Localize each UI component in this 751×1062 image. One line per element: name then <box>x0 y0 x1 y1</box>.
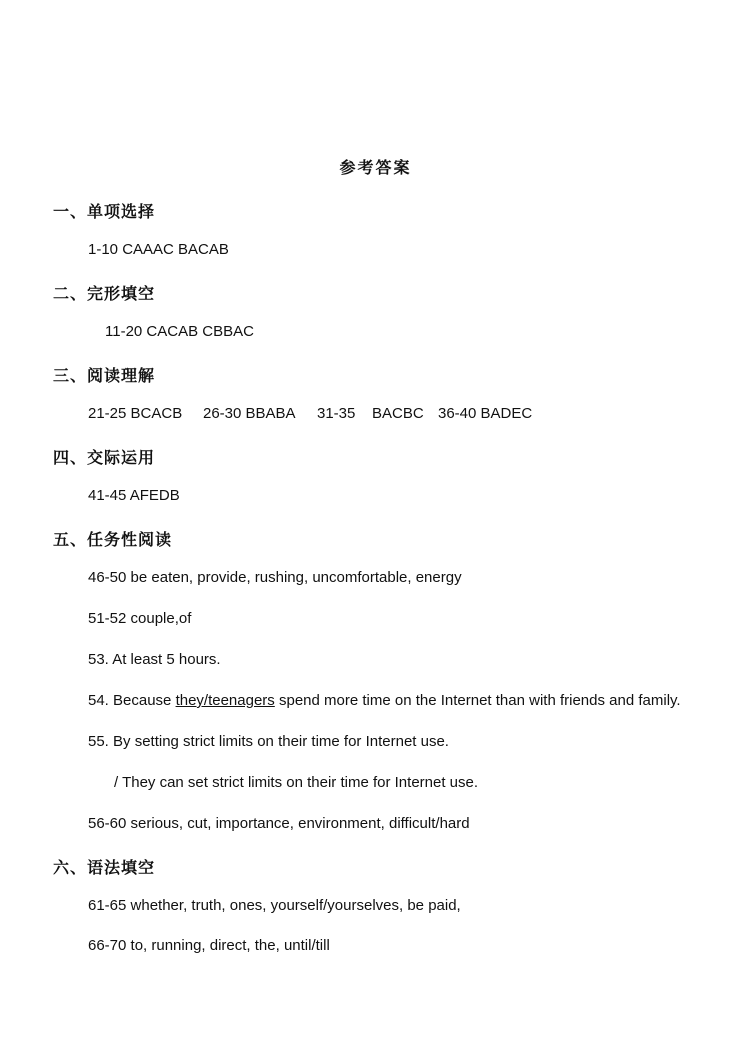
section-heading-grammar: 六、语法填空 <box>53 858 156 877</box>
answer-line-11-20: 11-20 CACAB CBBAC <box>105 323 254 340</box>
answer-54-underlined: they/teenagers <box>175 692 275 709</box>
answer-line-61-65: 61-65 whether, truth, ones, yourself/yourselves, be paid, <box>88 897 461 914</box>
section-heading-cloze: 二、完形填空 <box>53 284 156 303</box>
answer-line-54 <box>88 692 681 709</box>
answer-line-55-alt: / They can set strict limits on their time for Internet use. <box>114 774 479 791</box>
answer-line-66-70: 66-70 to, running, direct, the, until/till <box>88 937 330 954</box>
section-heading-communication: 四、交际运用 <box>53 448 156 467</box>
page-title: 参考答案 <box>339 158 412 177</box>
answer-line-53: 53. At least 5 hours. <box>88 651 221 668</box>
answer-line-1-10: 1-10 CAAAC BACAB <box>88 241 229 258</box>
section-heading-task-reading: 五、任务性阅读 <box>53 530 173 549</box>
answer-group-21-25: 21-25 BCACB <box>88 405 183 422</box>
answer-54-suffix: spend more time on the Internet than with friends and family. <box>274 692 681 709</box>
answer-54-prefix: 54. Because <box>88 692 176 709</box>
answer-group-31-35: BACBC <box>372 405 424 422</box>
answer-line-46-50: 46-50 be eaten, provide, rushing, uncomfortable, energy <box>88 569 462 586</box>
answer-group-36-40: 36-40 BADEC <box>438 405 533 422</box>
section-heading-reading: 三、阅读理解 <box>53 366 156 385</box>
section-heading-single-choice: 一、单项选择 <box>53 202 156 221</box>
answer-line-41-45: 41-45 AFEDB <box>88 487 180 504</box>
answer-group-31-35-label: 31-35 <box>317 405 356 422</box>
answer-line-55: 55. By setting strict limits on their time for Internet use. <box>88 733 449 750</box>
answer-group-26-30: 26-30 BBABA <box>203 405 296 422</box>
answer-line-56-60: 56-60 serious, cut, importance, environment, difficult/hard <box>88 815 470 832</box>
answer-line-51-52: 51-52 couple,of <box>88 610 192 627</box>
